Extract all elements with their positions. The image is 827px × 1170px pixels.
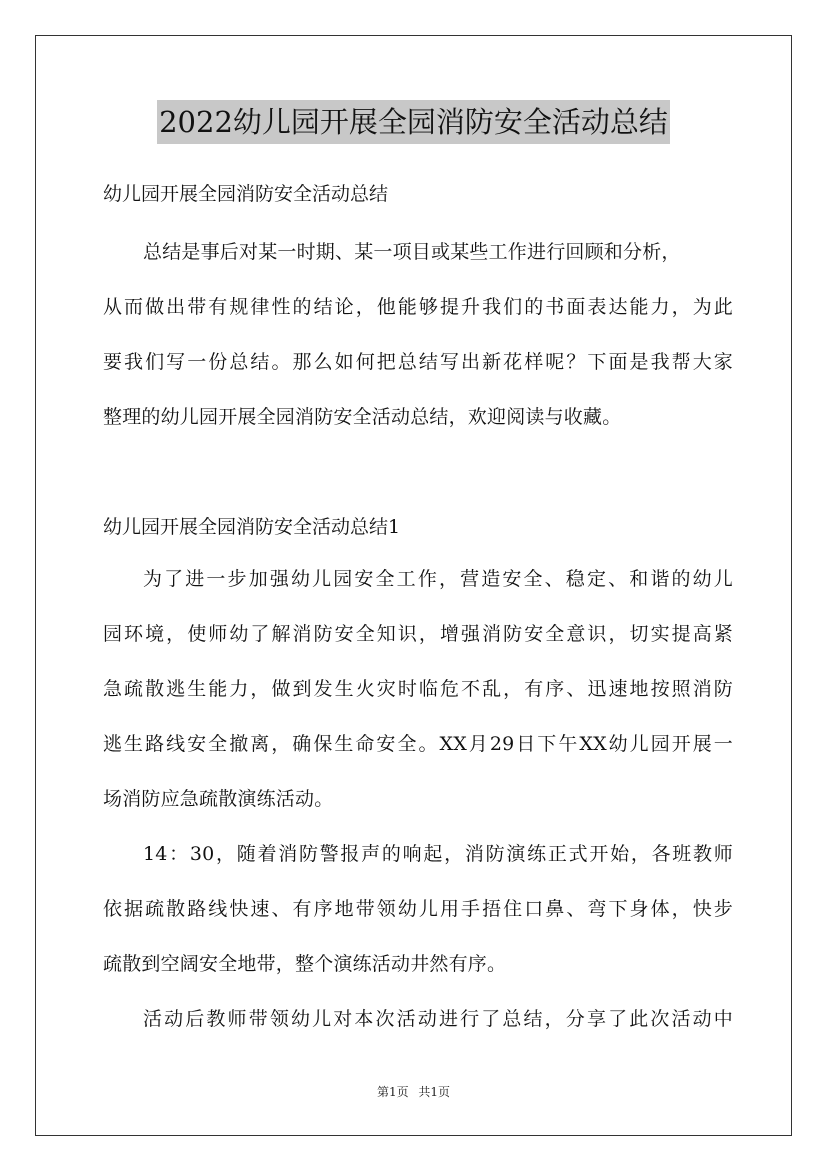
- page-footer: [0, 1084, 827, 1100]
- paragraph-line: 场消防应急疏散演练活动。: [103, 788, 334, 810]
- paragraph-line: 活动后教师带领幼儿对本次活动进行了总结，分享了此次活动中: [143, 1008, 733, 1030]
- paragraph-line: 园环境，使师幼了解消防安全知识，增强消防安全意识，切实提高紧: [103, 623, 733, 645]
- title-container: [0, 100, 827, 144]
- intro-line: 总结是事后对某一时期、某一项目或某些工作进行回顾和分析，: [143, 241, 681, 263]
- document-subtitle: 幼儿园开展全园消防安全活动总结: [103, 183, 389, 205]
- document-body: [103, 178, 733, 1058]
- paragraph-line: 疏散到空阔安全地带，整个演练活动井然有序。: [103, 953, 507, 975]
- paragraph-line: 为了进一步加强幼儿园安全工作，营造安全、稳定、和谐的幼儿: [143, 568, 733, 590]
- intro-line: 要我们写一份总结。那么如何把总结写出新花样呢？下面是我帮大家: [103, 351, 733, 373]
- paragraph-line: 急疏散逃生能力，做到发生火灾时临危不乱，有序、迅速地按照消防: [103, 678, 733, 700]
- page-number: 第1页: [376, 1085, 409, 1099]
- paragraph-line: 依据疏散路线快速、有序地带领幼儿用手捂住口鼻、弯下身体，快步: [103, 898, 733, 920]
- paragraph-line: 14：30，随着消防警报声的响起，消防演练正式开始，各班教师: [143, 843, 733, 865]
- page-total: 共1页: [418, 1085, 451, 1099]
- document-title: 2022幼儿园开展全园消防安全活动总结: [157, 100, 670, 144]
- section-heading: 幼儿园开展全园消防安全活动总结1: [103, 516, 401, 538]
- intro-line: 整理的幼儿园开展全园消防安全活动总结，欢迎阅读与收藏。: [103, 406, 622, 428]
- intro-line: 从而做出带有规律性的结论，他能够提升我们的书面表达能力，为此: [103, 296, 733, 318]
- paragraph-line: 逃生路线安全撤离，确保生命安全。XX月29日下午XX幼儿园开展一: [103, 733, 733, 755]
